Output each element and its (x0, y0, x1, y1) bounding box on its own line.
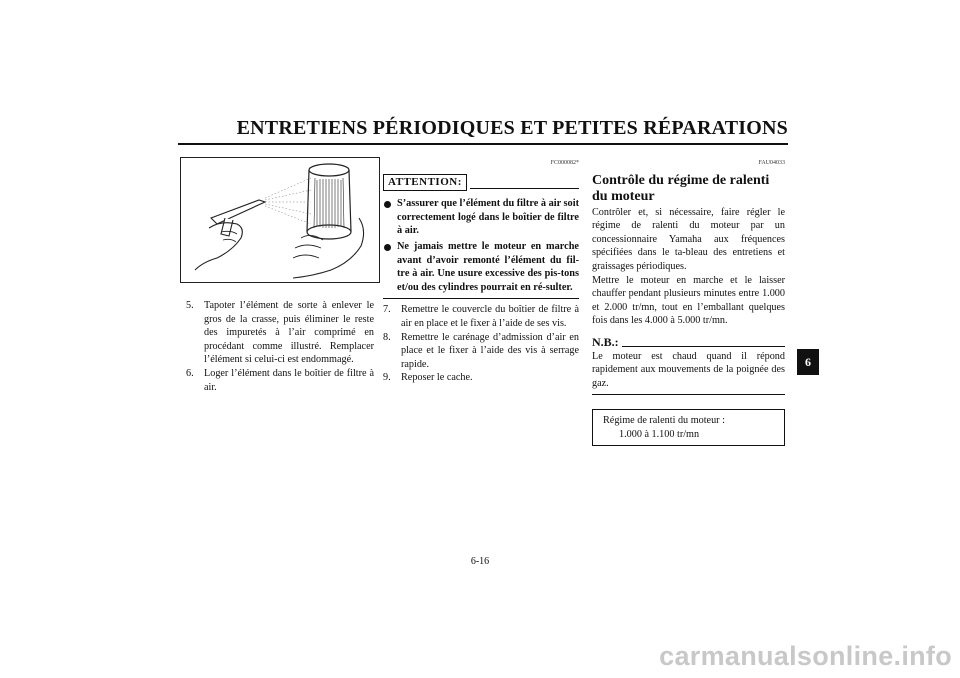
list-item (186, 367, 374, 394)
attention-label: ATTENTION: (383, 174, 467, 192)
reference-code: FC000082* (550, 160, 579, 166)
list-item (186, 299, 374, 367)
list-item (383, 371, 579, 385)
list-number: 8. (383, 331, 391, 343)
paragraph: Contrôler et, si nécessaire, faire régler le régime de ralenti du moteur par un concessionnaire Yamaha aux fréquences spécifiées dans le ta-bleau des entretiens et graissages périodiques. (592, 206, 785, 272)
middle-column (383, 157, 579, 385)
list-text: Remettre le couvercle du boîtier de filtre à air en place et le fixer à l’aide de ses vis. (401, 304, 579, 329)
nb-rule (622, 346, 785, 347)
nb-bottom-rule (592, 394, 785, 395)
page-header-title: ENTRETIENS PÉRIODIQUES ET PETITES RÉPARATIONS (236, 117, 788, 139)
reference-code: FAU04033 (758, 160, 785, 166)
attention-bullet-text: Ne jamais mettre le moteur en marche avant d’avoir remonté l’élément du fil-tre à air. Une usure excessive des pis-tons et/ou des cylindres pourrait en ré-sulter. (397, 240, 579, 293)
spec-box (592, 409, 785, 446)
attention-bullet-text: S’assurer que l’élément du filtre à air soit correctement logé dans le boîtier de filtre à air. (397, 198, 579, 237)
list-text: Remettre le carénage d’admission d’air en place et le fixer à l’aide des vis à serrage rapide. (401, 331, 579, 370)
list-text: Tapoter l’élément de sorte à enlever le gros de la crasse, puis éliminer le reste des impuretés à l’air comprimé en procédant comme illustré. Remplacer l’élément si celui-ci est endommagé. (204, 300, 374, 366)
paragraph: Mettre le moteur en marche et le laisser chauffer pendant plusieurs minutes entre 1.000 et 2.000 tr/mn, tout en l’emballant quelques fois dans les 4.000 à 5.000 tr/mn. (592, 274, 785, 327)
left-column (186, 299, 374, 394)
chapter-tab: 6 (797, 349, 819, 375)
list-text: Loger l’élément dans le boîtier de filtre à air. (204, 367, 374, 393)
bullet-icon (384, 201, 391, 208)
attention-bullet (383, 240, 579, 294)
list-number: 7. (383, 304, 391, 316)
attention-bottom-rule (383, 298, 579, 299)
list-item (383, 303, 579, 330)
nb-label: N.B.: (592, 334, 619, 349)
list-text: Reposer le cache. (401, 372, 473, 384)
spec-label: Régime de ralenti du moteur : (603, 415, 725, 427)
list-number: 5. (186, 300, 194, 311)
attention-header (383, 174, 579, 192)
header-rule (178, 143, 788, 145)
right-column (592, 157, 785, 446)
list-number: 9. (383, 372, 391, 384)
list-item (383, 331, 579, 372)
steps-list (383, 303, 579, 385)
nb-text: Le moteur est chaud quand il répond rapidement aux mouvements de la poignée des gaz. (592, 350, 785, 389)
nb-header (592, 336, 785, 350)
bullet-icon (384, 244, 391, 251)
attention-rule (470, 188, 579, 189)
attention-bullet (383, 197, 579, 238)
section-title: Contrôle du régime de ralenti du moteur (592, 172, 770, 204)
list-number: 6. (186, 367, 194, 379)
illustration-svg (181, 158, 379, 282)
page-number: 6-16 (470, 556, 490, 567)
watermark: carmanualsonline.info (659, 641, 952, 671)
spec-value: 1.000 à 1.100 tr/mn (619, 428, 700, 440)
air-filter-cleaning-illustration (180, 157, 380, 283)
